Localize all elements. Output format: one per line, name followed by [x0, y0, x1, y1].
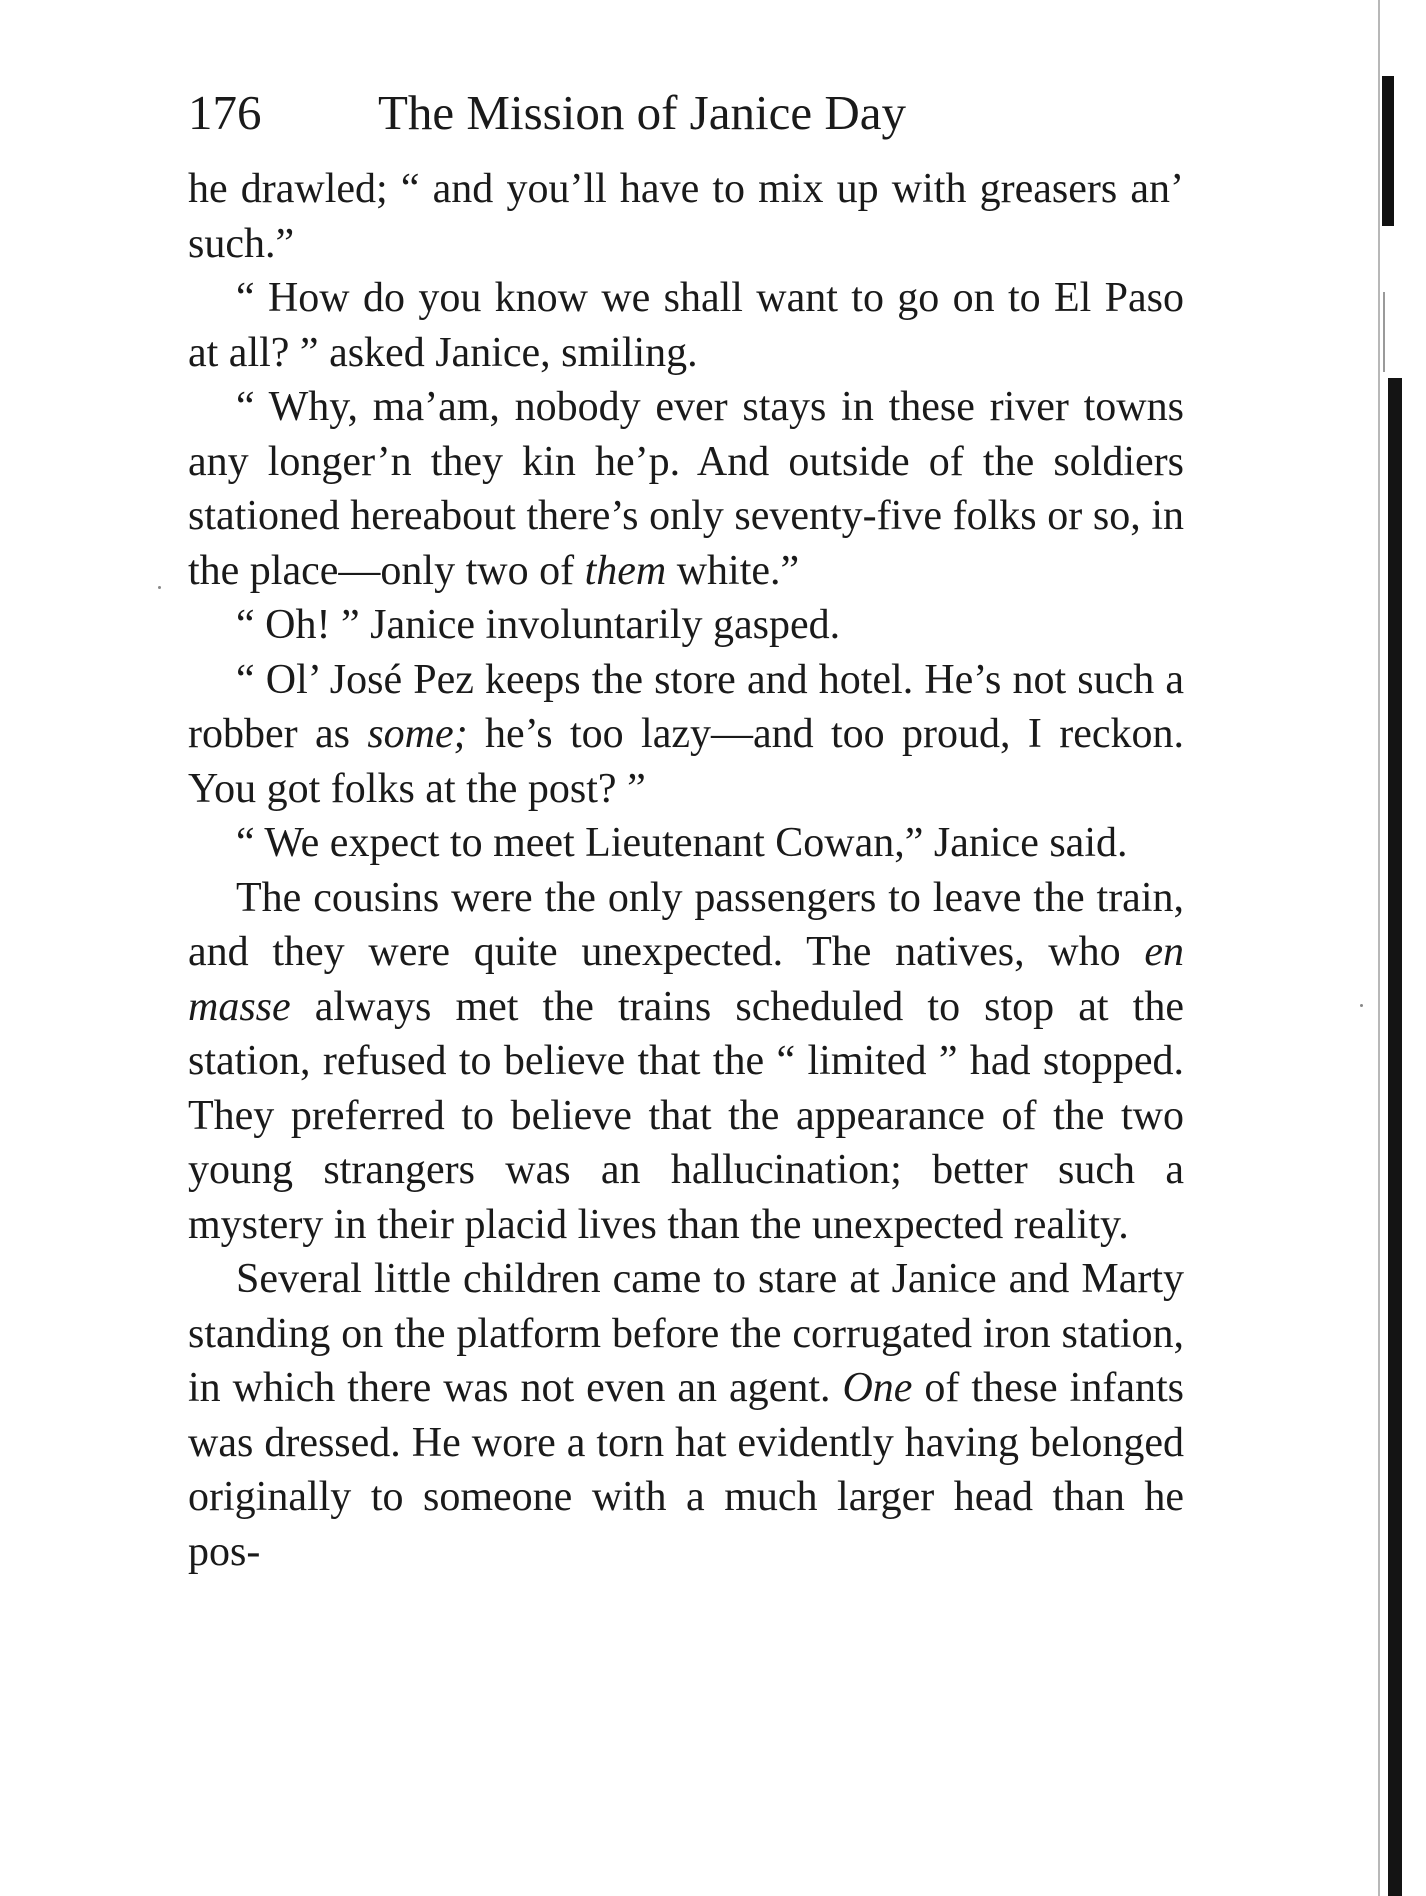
text-segment: Several little children came to stare at Janice and Marty standing on the platform before the corrugated iron station, in which there was not even an agent. [188, 1256, 1184, 1411]
page-number: 176 [188, 85, 262, 140]
italic-text: them [584, 547, 667, 594]
text-segment: of these infants was dressed. He wore a torn hat evidently having belonged originally to someone with a much larger head than he pos- [188, 1365, 1184, 1575]
paragraph [188, 1252, 1184, 1579]
text-segment: The cousins were the only passengers to leave the train, and they were quite unexpected. The natives, who [188, 874, 1184, 975]
paragraph [188, 380, 1184, 598]
paragraph [188, 271, 1184, 380]
text-segment: “ We expect to meet Lieutenant Cowan,” Janice said. [236, 820, 1128, 866]
text-segment: “ How do you know we shall want to go on to El Paso at all? ” asked Janice, smiling. [188, 275, 1184, 376]
paragraph [188, 162, 1184, 271]
italic-text: en masse [188, 929, 1184, 1030]
paragraph [188, 598, 1184, 653]
text-segment: “ Oh! ” Janice involuntarily gasped. [236, 602, 841, 648]
text-segment: “ Ol’ José Pez keeps the store and hotel. He’s not such a robber as [188, 656, 1184, 757]
paragraph [188, 816, 1184, 871]
text-segment: “ Why, ma’am, nobody ever stays in these river towns any longer’n they kin he’p. And outside of the soldiers stationed hereabout there’s only seventy-five folks or so, in the place—only two of [188, 384, 1184, 594]
body-text [188, 162, 1184, 1579]
page-header [188, 78, 1188, 148]
text-segment: he drawled; “ and you’ll have to mix up with greasers an’ such.” [188, 166, 1184, 267]
italic-text: One [842, 1365, 913, 1411]
scan-edge-line [1378, 0, 1380, 1896]
text-segment: always met the trains scheduled to stop at the station, refused to believe that the “ limited ” had stopped. They preferred to believe that the appearance of the two young strangers was an hallucination; better such a mystery in their placid lives than the unexpected reality. [188, 983, 1184, 1248]
scan-speck [1360, 1004, 1363, 1007]
paragraph [188, 871, 1184, 1253]
scan-shadow-main [1388, 378, 1402, 1896]
scan-speck [158, 586, 161, 589]
text-segment: he’s too lazy—and too proud, I reckon. You got folks at the post? ” [188, 711, 1184, 812]
paragraph [188, 653, 1184, 817]
italic-text: some; [367, 711, 468, 757]
scan-shadow-mid [1383, 292, 1385, 372]
scan-shadow-top [1382, 76, 1394, 226]
text-segment: white.” [666, 547, 800, 594]
running-title: The Mission of Janice Day [378, 85, 906, 140]
